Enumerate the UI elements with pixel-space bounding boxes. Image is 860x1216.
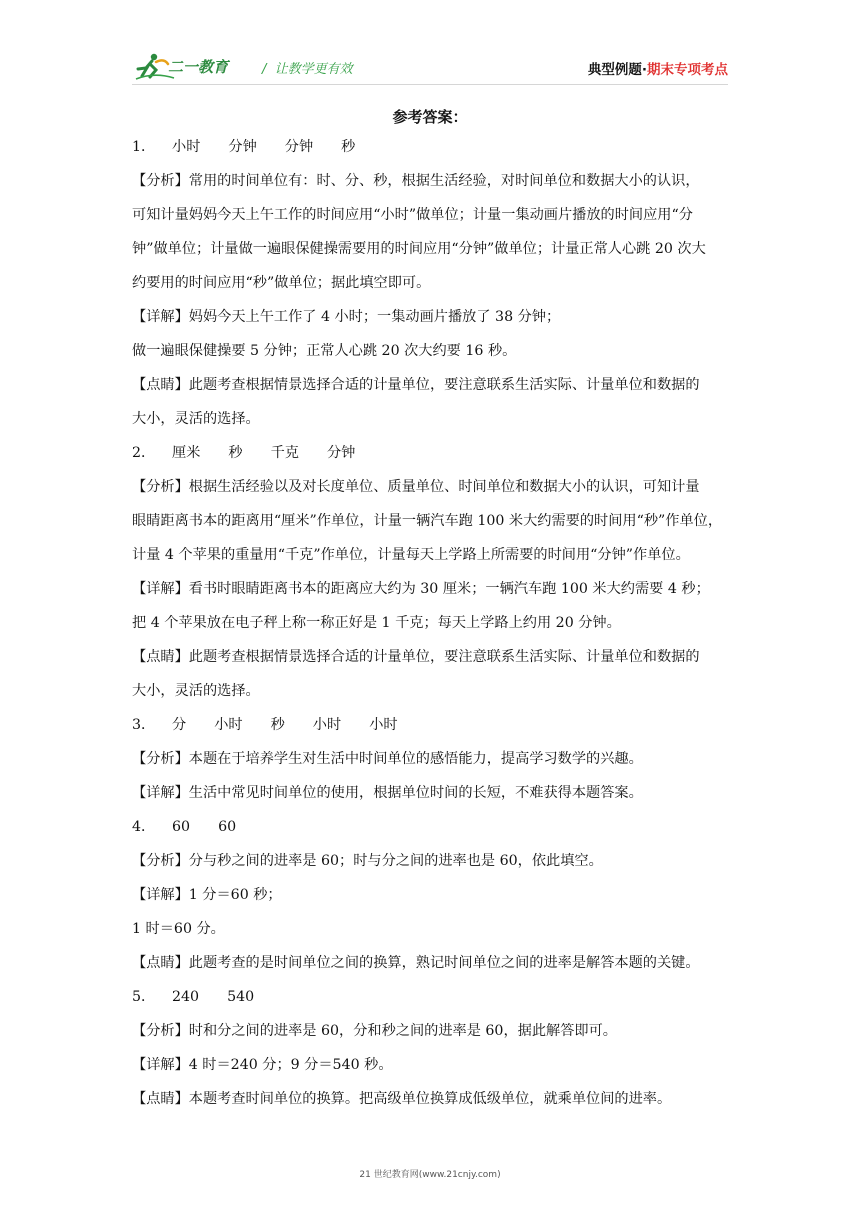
text-line: 【详解】看书时眼睛距离书本的距离应大约为 30 厘米；一辆汽车跑 100 米大约需要 4 秒； <box>132 581 710 597</box>
answer-value: 小时 <box>312 717 342 733</box>
answer-value: 分钟 <box>326 445 356 461</box>
text-line: 大小，灵活的选择。 <box>132 411 260 427</box>
answer-value: 60 <box>172 819 191 835</box>
text-line: 【点睛】此题考查根据情景选择合适的计量单位，要注意联系生活实际、计量单位和数据的 <box>132 649 700 665</box>
text-line: 【分析】分与秒之间的进率是 60；时与分之间的进率也是 60，依此填空。 <box>132 853 603 869</box>
header-right-title <box>588 58 728 78</box>
page-header <box>0 0 860 96</box>
text-line: 把 4 个苹果放在电子秤上称一称正好是 1 千克；每天上学路上约用 20 分钟。 <box>132 615 621 631</box>
page-title: 参考答案： <box>392 108 468 126</box>
answer-line <box>132 130 732 164</box>
text-line: 【详解】生活中常见时间单位的使用，根据单位时间的长短，不难获得本题答案。 <box>132 785 643 801</box>
answer-line <box>132 810 732 844</box>
text-line: 【点睛】此题考查的是时间单位之间的换算，熟记时间单位之间的进率是解答本题的关键。 <box>132 955 700 971</box>
text-line: 【详解】妈妈今天上午工作了 4 小时；一集动画片播放了 38 分钟； <box>132 309 561 325</box>
answer-value: 秒 <box>270 717 285 733</box>
text-line: 【分析】根据生活经验以及对长度单位、质量单位、时间单位和数据大小的认识，可知计量 <box>132 479 700 495</box>
slogan-text: 让教学更有效 <box>274 62 353 77</box>
text-line: 做一遍眼保健操要 5 分钟；正常人心跳 20 次大约要 16 秒。 <box>132 343 517 359</box>
text-line: 【分析】本题在于培养学生对生活中时间单位的感悟能力，提高学习数学的兴趣。 <box>132 751 643 767</box>
separator: / <box>262 62 267 77</box>
question-number: 4． <box>132 819 156 835</box>
answer-line <box>132 436 732 470</box>
answer-value: 小时 <box>369 717 398 733</box>
answer-value: 540 <box>227 989 255 1005</box>
text-line: 钟”做单位；计量做一遍眼保健操需要用的时间应用“分钟”做单位；计量正常人心跳 20 次大 <box>132 241 706 257</box>
answer-value: 分钟 <box>284 139 314 155</box>
question-number: 5． <box>132 989 156 1005</box>
text-line: 【详解】4 时＝240 分；9 分＝540 秒。 <box>132 1057 393 1073</box>
answer-value: 240 <box>172 989 200 1005</box>
page-footer: 21 世纪教育网(www.21cnjy.com) <box>359 1170 501 1180</box>
answer-value: 厘米 <box>172 445 201 461</box>
answer-value: 分 <box>172 717 187 733</box>
text-line: 约要用的时间应用“秒”做单位；据此填空即可。 <box>132 275 431 291</box>
header-right-title-b: 期末专项考点 <box>647 62 728 78</box>
question-number: 3． <box>132 717 156 733</box>
text-line: 大小，灵活的选择。 <box>132 683 260 699</box>
answer-value: 60 <box>218 819 237 835</box>
answer-line <box>132 980 732 1014</box>
question-number: 2． <box>132 445 156 461</box>
answer-value: 秒 <box>341 139 356 155</box>
answer-content <box>132 130 732 1116</box>
header-divider <box>132 84 728 85</box>
text-line: 【分析】时和分之间的进率是 60，分和秒之间的进率是 60，据此解答即可。 <box>132 1023 617 1039</box>
answer-value: 小时 <box>172 139 201 155</box>
question-number: 1． <box>132 139 156 155</box>
text-line: 【分析】常用的时间单位有：时、分、秒，根据生活经验，对时间单位和数据大小的认识， <box>132 173 700 189</box>
slogan <box>262 58 353 77</box>
header-right-title-a: 典型例题· <box>587 62 647 78</box>
text-line: 【点睛】此题考查根据情景选择合适的计量单位，要注意联系生活实际、计量单位和数据的 <box>132 377 700 393</box>
text-line: 【详解】1 分＝60 秒； <box>132 887 282 903</box>
text-line: 可知计量妈妈今天上午工作的时间应用“小时”做单位；计量一集动画片播放的时间应用“分 <box>132 207 693 223</box>
text-line: 1 时＝60 分。 <box>132 921 225 937</box>
logo-text: 二一教育 <box>168 58 229 76</box>
answer-value: 小时 <box>214 717 243 733</box>
answer-value: 秒 <box>228 445 243 461</box>
answer-line <box>132 708 732 742</box>
text-line: 眼睛距离书本的距离用“厘米”作单位，计量一辆汽车跑 100 米大约需要的时间用“秒”作单位， <box>132 513 723 529</box>
answer-value: 分钟 <box>228 139 257 155</box>
answer-value: 千克 <box>270 445 299 461</box>
text-line: 计量 4 个苹果的重量用“千克”作单位，计量每天上学路上所需要的时间用“分钟”作单位。 <box>132 547 690 563</box>
text-line: 【点睛】本题考查时间单位的换算。把高级单位换算成低级单位，就乘单位间的进率。 <box>132 1091 672 1107</box>
